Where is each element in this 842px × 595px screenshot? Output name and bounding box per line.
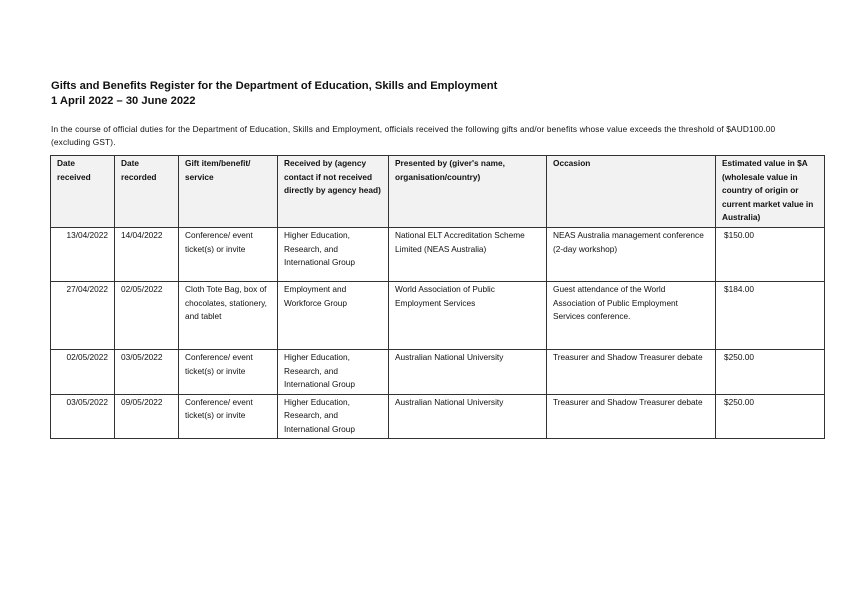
cell-date-received: 03/05/2022 (51, 394, 115, 439)
cell-presented-by: Australian National University (389, 350, 547, 395)
cell-value: $150.00 (716, 228, 825, 282)
cell-date-recorded: 09/05/2022 (115, 394, 179, 439)
cell-occasion: Treasurer and Shadow Treasurer debate (547, 394, 716, 439)
intro-paragraph: In the course of official duties for the Department of Education, Skills and Employment, officials received the following gifts and/or benefits whose value exceeds the threshold of $AUD100.00 (excluding GST). (51, 124, 776, 147)
table-row (51, 228, 825, 282)
cell-value: $250.00 (716, 394, 825, 439)
title-line-1: Gifts and Benefits Register for the Department of Education, Skills and Employment (51, 80, 498, 92)
cell-received-by: Higher Education, Research, and International Group (278, 228, 389, 282)
table-header-row (51, 156, 825, 228)
cell-date-recorded: 02/05/2022 (115, 282, 179, 350)
header-occasion: Occasion (547, 156, 716, 228)
cell-gift: Cloth Tote Bag, box of chocolates, stationery, and tablet (179, 282, 278, 350)
cell-gift: Conference/ event ticket(s) or invite (179, 228, 278, 282)
header-gift: Gift item/benefit/ service (179, 156, 278, 228)
table-row (51, 350, 825, 395)
cell-occasion: Guest attendance of the World Association of Public Employment Services conference. (547, 282, 716, 350)
cell-value: $184.00 (716, 282, 825, 350)
occasion-note: (2-day workshop) (553, 243, 618, 254)
title-line-2: 1 April 2022 – 30 June 2022 (51, 95, 196, 107)
header-date-recorded: Date recorded (115, 156, 179, 228)
occasion-text: NEAS Australia management conference (553, 230, 704, 240)
cell-date-received: 13/04/2022 (51, 228, 115, 282)
header-date-received: Date received (51, 156, 115, 228)
cell-occasion (547, 228, 716, 282)
cell-date-received: 02/05/2022 (51, 350, 115, 395)
document-title (51, 79, 497, 109)
table-row (51, 282, 825, 350)
cell-received-by: Higher Education, Research, and International Group (278, 350, 389, 395)
table-row (51, 394, 825, 439)
cell-presented-by: National ELT Accreditation Scheme Limited (NEAS Australia) (389, 228, 547, 282)
cell-value: $250.00 (716, 350, 825, 395)
cell-occasion: Treasurer and Shadow Treasurer debate (547, 350, 716, 395)
header-value: Estimated value in $A (wholesale value in country of origin or current market value in Australia) (716, 156, 825, 228)
cell-presented-by: World Association of Public Employment Services (389, 282, 547, 350)
cell-date-recorded: 14/04/2022 (115, 228, 179, 282)
cell-received-by: Employment and Workforce Group (278, 282, 389, 350)
cell-date-recorded: 03/05/2022 (115, 350, 179, 395)
gifts-register-table (50, 155, 825, 439)
header-presented-by: Presented by (giver's name, organisation/country) (389, 156, 547, 228)
cell-gift: Conference/ event ticket(s) or invite (179, 394, 278, 439)
cell-date-received: 27/04/2022 (51, 282, 115, 350)
header-received-by: Received by (agency contact if not received directly by agency head) (278, 156, 389, 228)
cell-gift: Conference/ event ticket(s) or invite (179, 350, 278, 395)
cell-received-by: Higher Education, Research, and International Group (278, 394, 389, 439)
cell-presented-by: Australian National University (389, 394, 547, 439)
